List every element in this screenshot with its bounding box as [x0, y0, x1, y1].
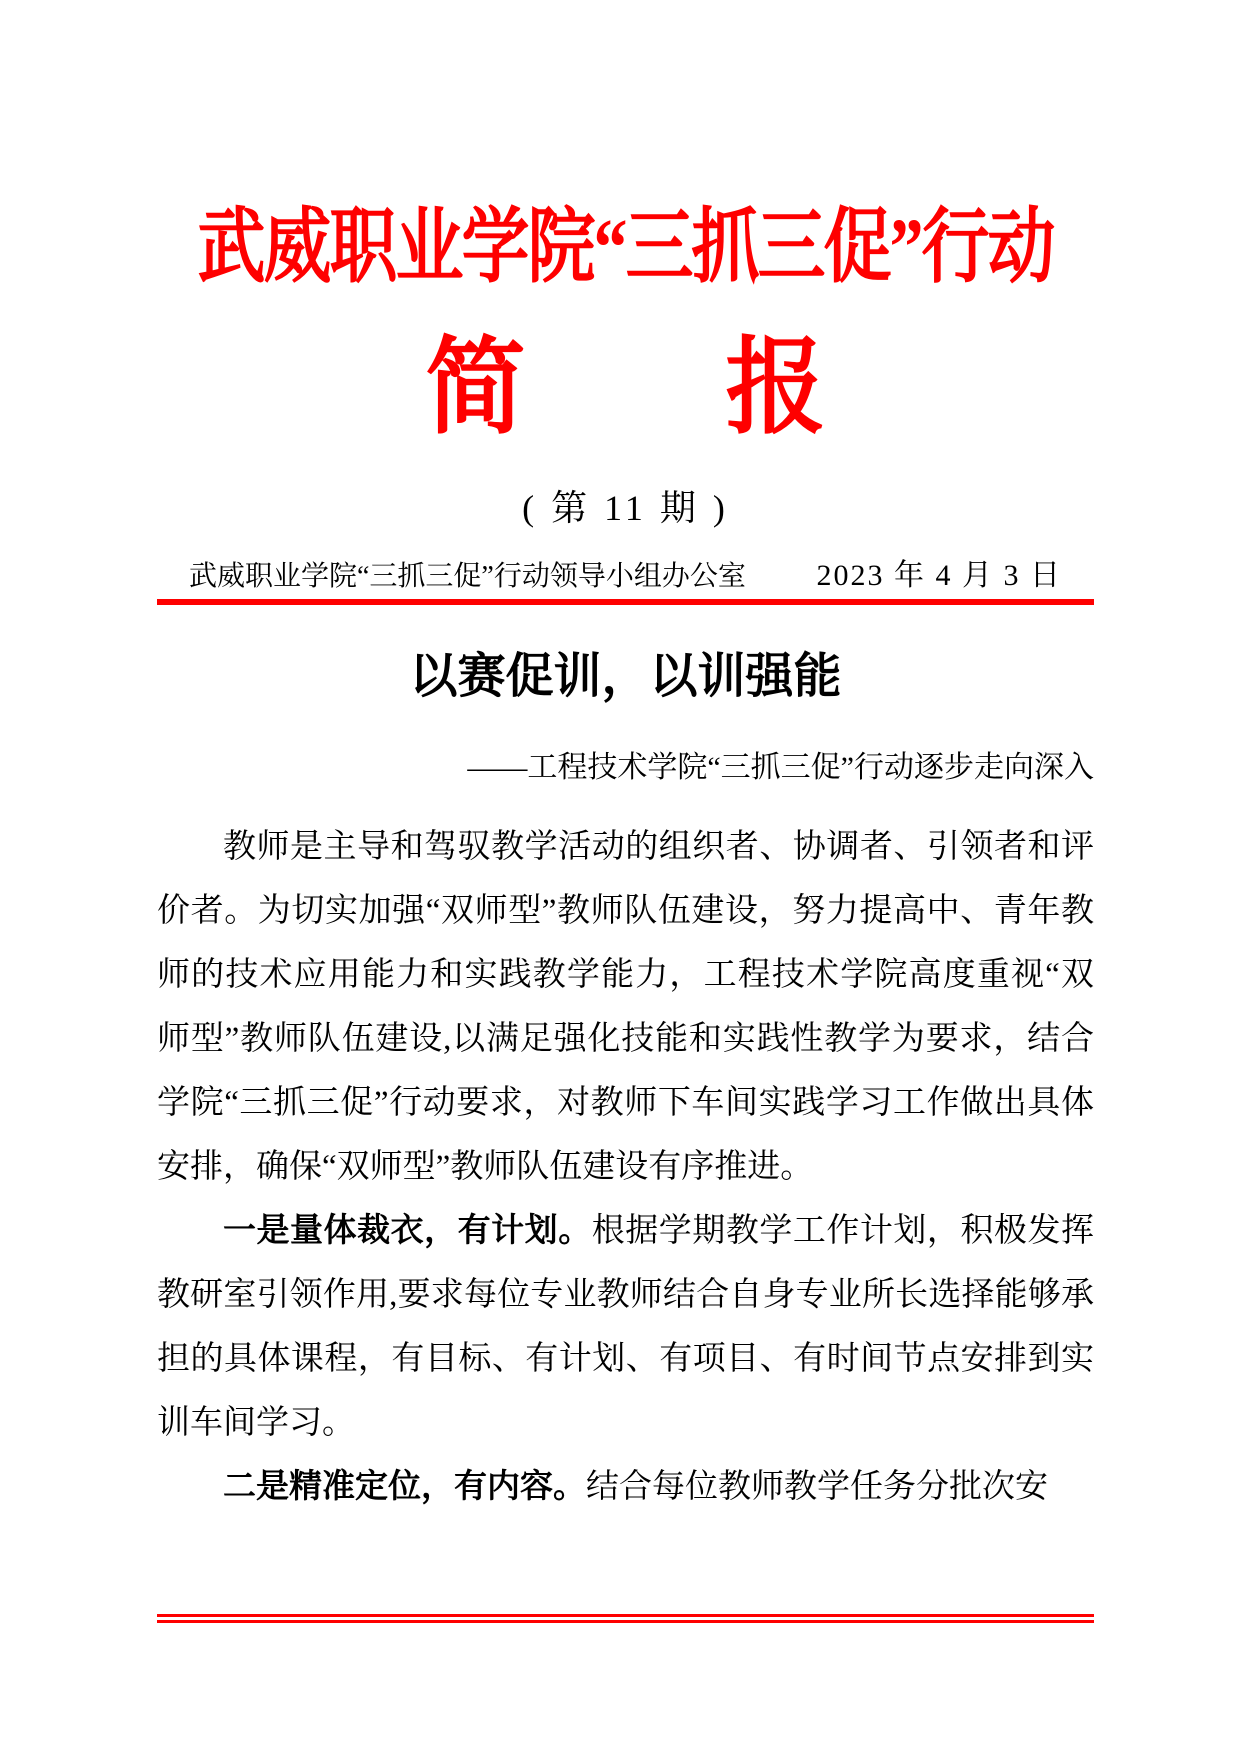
paragraph-lead: 二是精准定位，有内容。 [223, 1469, 586, 1505]
body-paragraph [157, 1199, 1094, 1455]
article-body [157, 815, 1094, 1519]
paragraph-text: 根据学期教学工作计划，积极发挥教研室引领作用,要求每位专业教师结合自身专业所长选择能够承担的具体课程，有目标、有计划、有项目、有时间节点安排到实训车间学习。 [157, 1213, 1095, 1441]
body-paragraph [157, 815, 1094, 1199]
masthead-bulletin-name: 简 报 [425, 330, 826, 447]
issue-date: 2023 年 4 月 3 日 [816, 559, 1062, 592]
issuing-office: 武威职业学院“三抓三促”行动领导小组办公室 [189, 561, 746, 592]
content-column [157, 201, 1095, 1519]
masthead-title: 武威职业学院“三抓三促”行动 [197, 201, 1054, 293]
issue-number: ( 第 11 期 ) [522, 488, 729, 528]
article-title: 以赛促训，以训强能 [409, 650, 842, 703]
paragraph-text: 结合每位教师教学任务分批次安 [586, 1469, 1048, 1505]
body-paragraph [157, 1455, 1094, 1519]
footer-double-rule [157, 1614, 1094, 1623]
office-row [157, 558, 1094, 595]
paragraph-lead: 一是量体裁衣，有计划。 [223, 1213, 592, 1249]
masthead-rule [157, 599, 1094, 605]
paragraph-text: 教师是主导和驾驭教学活动的组织者、协调者、引领者和评价者。为切实加强“双师型”教师队伍建设，努力提高中、青年教师的技术应用能力和实践教学能力，工程技术学院高度重视“双师型”教师队伍建设,以满足强化技能和实践性教学为要求，结合学院“三抓三促”行动要求，对教师下车间实践学习工作做出具体安排，确保“双师型”教师队伍建设有序推进。 [157, 829, 1094, 1185]
article-subtitle: ——工程技术学院“三抓三促”行动逐步走向深入 [467, 751, 1094, 784]
